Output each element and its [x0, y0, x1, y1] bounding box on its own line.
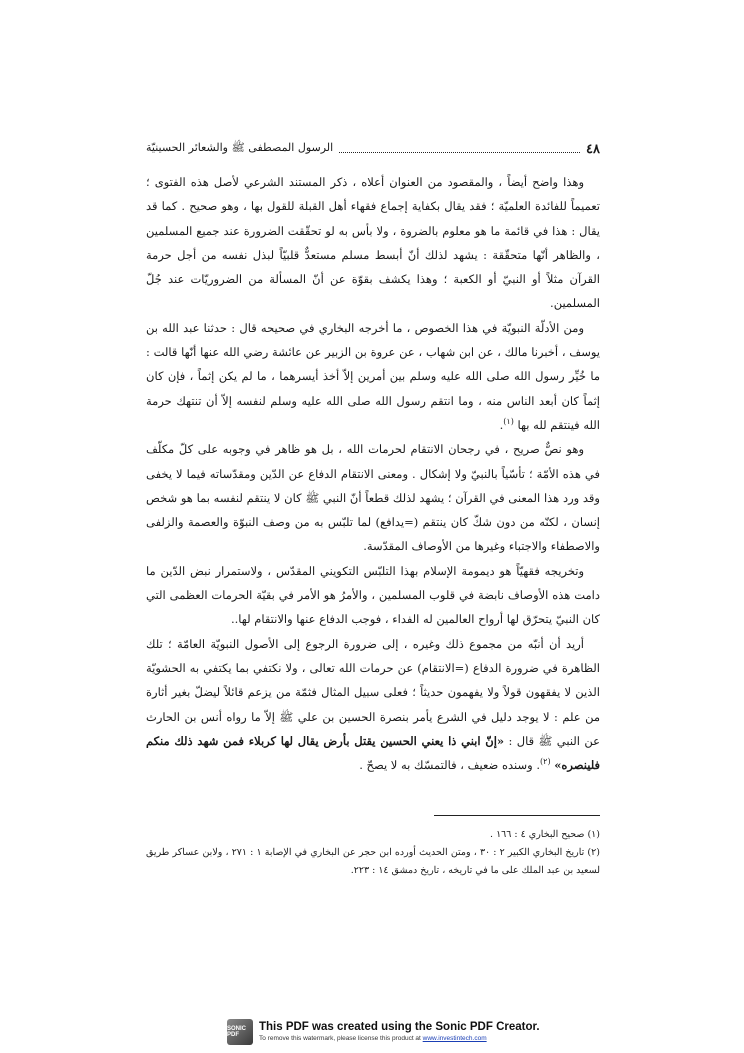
pdf-creator-watermark — [227, 1018, 557, 1046]
paragraph-text: أريد أن أنبّه من مجموع ذلك وغيره ، إلى ضرورة الرجوع إلى الأصول النبويّة العامّة ؛ تلك الظاهرة في ضرورة الدفاع (=الانتقام) عن حرمات الله تعالى ، ولا نكتفي بما يكتفي به الحشويّة الذين لا يفقهون قولاً ولا يفهمون حديثاً ؛ فعلى سبيل المثال فثمّة من يزعم قائلاً ليضلّ بغير أثارة من علم : لا يوجد دليل في الشرع يأمر بنصرة الحسين بن علي ﷺ إلاّ ما رواه أنس بن الحارث عن النبي ﷺ قال : — [146, 636, 600, 748]
footnotes — [146, 826, 600, 880]
paragraph-text: وهو نصٌّ صريح ، في رجحان الانتقام لحرمات الله ، بل هو ظاهر في وجوبه على كلّ مكلّف في هذه الأمّة ؛ تأسّياً بالنبيّ ولا إشكال . ومعنى الانتقام الدفاع عن الدّين ومقدّساته فيما لا يخفى وقد ورد هذا المعنى في القرآن ؛ يشهد لذلك قطعاً أنّ النبي ﷺ كان لا ينتقم لنفسه بما هو شخص إنسان ، لكنّه من دون شكّ كان ينتقم (=يدافع) لما تلبّس به من وصف النبوّة والعصمة والزلفى والاصطفاء والاجتباء وغيرها من الأوصاف المقدّسة. — [146, 442, 600, 554]
hadith-quote: «إنّ ابني ذا يعني الحسين يقتل بأرض يقال لها كربلاء فمن شهد ذلك منكم فلينصره» — [146, 733, 600, 773]
footnote-reference: (٢) — [540, 757, 551, 767]
paragraph — [146, 316, 600, 437]
watermark-subtitle — [259, 1034, 540, 1043]
paragraph — [146, 559, 600, 632]
paragraph-text: . وسنده ضعيف ، فالتمسّك به لا يصحّ . — [359, 758, 541, 773]
running-header-title: الرسول المصطفى ﷺ والشعائر الحسينيّة — [146, 141, 334, 154]
body-text — [146, 170, 600, 777]
paragraph-text: ومن الأدلّة النبويّة في هذا الخصوص ، ما أخرجه البخاري في صحيحه قال : حدثنا عبد الله بن يوسف ، أخبرنا مالك ، عن ابن شهاب ، عن عروة بن الزبير عن عائشة رضي الله عنها أنّها قالت : ما خُيِّر رسول الله صلى الله عليه وسلم بين أمرين إلاّ أخذ أيسرهما ، ما لم يكن إثماً ، فإن كان إثماً كان أبعد الناس منه ، وما انتقم رسول الله صلى الله عليه وسلم لنفسه إلاّ أن تنتهك حرمة الله فينتقم لله بها — [146, 320, 600, 432]
watermark-link[interactable]: www.investintech.com — [422, 1035, 487, 1042]
paragraph-text: وهذا واضح أيضاً ، والمقصود من العنوان أعلاه ، ذكر المستند الشرعي لأصل هذه الفتوى ؛ تعميماً للفائدة العلميّة ؛ فقد يقال بكفاية إجماع فقهاء أهل القبلة للقول بها ، وهو صحيح . كما قد يقال : هذا في قائمة ما هو معلوم بالضروة ، ولا بأس به لو تحقّقت الضرورة عند جميع المسلمين ، والظاهر أنّها متحقّقة : يشهد لذلك أنّ أبسط مسلم مستعدٌّ قلبيّاً لبذل نفسه من أجل حرمة القرآن مثلاً أو النبيّ أو الكعبة ؛ وهذا يكشف بقوّة عن أنّ المسألة من الضروريّات عند جُلّ المسلمين. — [146, 175, 600, 311]
watermark-title: This PDF was created using the Sonic PDF Creator. — [259, 1021, 540, 1033]
footnote-2: (٢) تاريخ البخاري الكبير ٢ : ٣٠ ، ومتن الحديث أورده ابن حجر عن البخاري في الإصابة ١ : ٢٧١ ، ولابن عساكر طريق لسعيد بن عبد الملك على ما في تاريخه ، تاريخ دمشق ١٤ : ٢٢٣. — [146, 847, 600, 876]
sonic-pdf-logo-icon: SONIC PDF — [227, 1019, 253, 1045]
footnote-reference: (١) — [503, 417, 514, 427]
paragraph-text: وتخريجه فقهيّاً هو ديمومة الإسلام بهذا التلبّس التكويني المقدّس ، ولاستمرار نبض الدّين ما دامت هذه الأوصاف نابضة في قلوب المسلمين ، والأمرُ هو الأمر في بقيّة الحرمات العظمى التي كان النبيّ يتحرّق لها أرواح العالمين له الفداء ، فوجب الدفاع عنها والانتقام لها.. — [146, 563, 600, 627]
header-leader-dots — [339, 152, 580, 153]
paragraph — [146, 632, 600, 778]
footnote-separator — [434, 815, 600, 816]
paragraph — [146, 170, 600, 316]
paragraph-text: . — [499, 417, 504, 432]
paragraph — [146, 437, 600, 558]
running-header — [146, 140, 600, 158]
page-number: ٤٨ — [586, 141, 600, 157]
watermark-subtitle-text: To remove this watermark, please license this product at — [259, 1035, 421, 1042]
watermark-text — [259, 1021, 540, 1043]
footnote-1: (١) صحيح البخاري ٤ : ١٦٦ . — [490, 829, 600, 840]
